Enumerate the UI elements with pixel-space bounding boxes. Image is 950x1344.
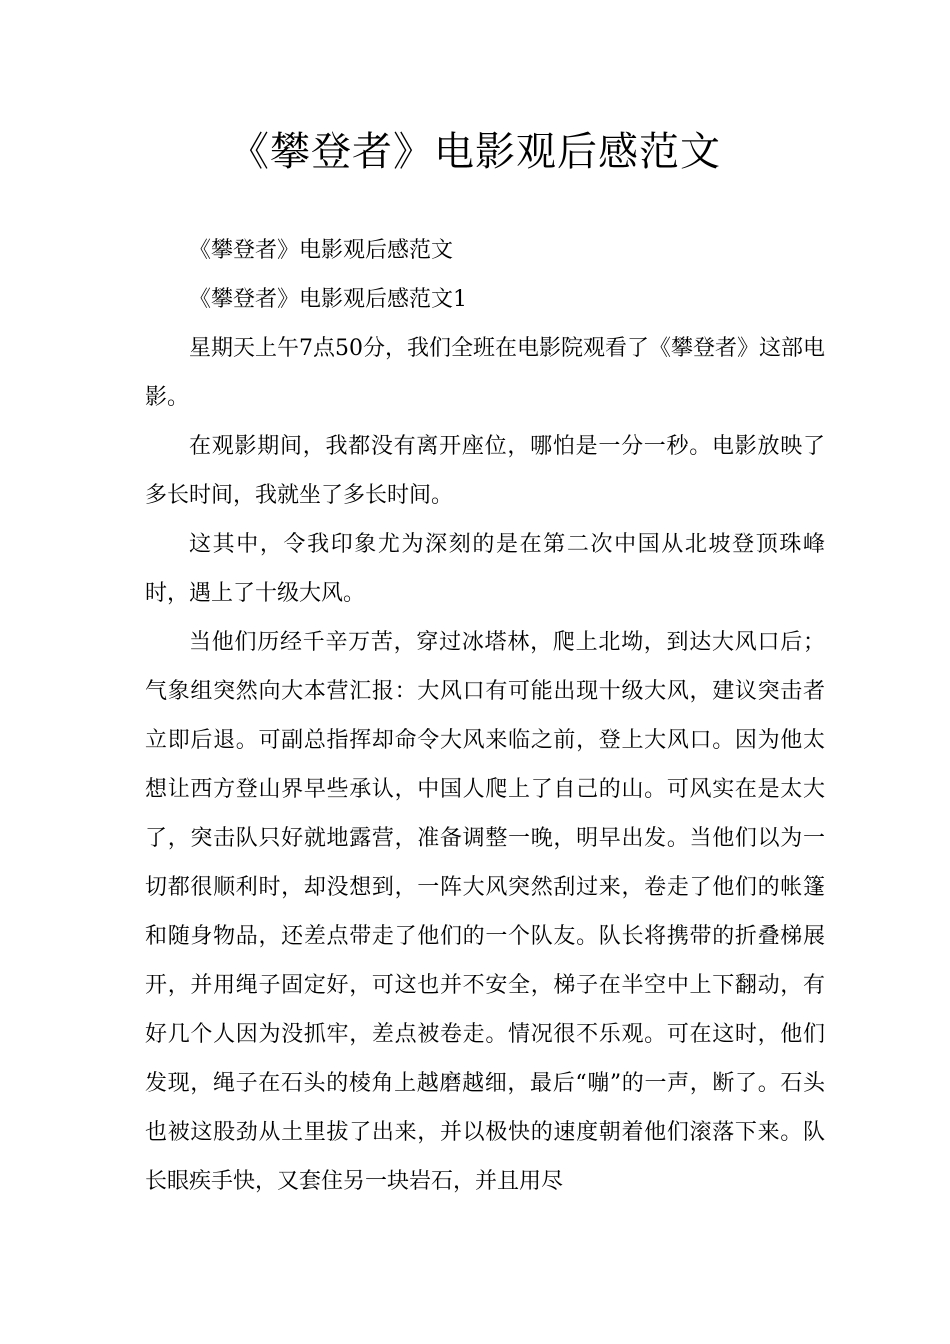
paragraph: 在观影期间，我都没有离开座位，哪怕是一分一秒。电影放映了多长时间，我就坐了多长时间。 bbox=[145, 434, 825, 508]
paragraph-section-heading: 《攀登者》电影观后感范文1 bbox=[189, 287, 467, 312]
paragraph: 这其中，令我印象尤为深刻的是在第二次中国从北坡登顶珠峰时，遇上了十级大风。 bbox=[145, 532, 825, 606]
document-title: 《攀登者》电影观后感范文 bbox=[229, 129, 721, 175]
document-body bbox=[145, 226, 825, 1206]
paragraph: 星期天上午7点50分，我们全班在电影院观看了《攀登者》这部电影。 bbox=[145, 336, 825, 410]
paragraph-subtitle: 《攀登者》电影观后感范文 bbox=[189, 238, 454, 263]
paragraph: 当他们历经千辛万苦，穿过冰塔林，爬上北坳，到达大风口后；气象组突然向大本营汇报：大风口有可能出现十级大风，建议突击者立即后退。可副总指挥却命令大风来临之前，登上大风口。因为他太想让西方登山界早些承认，中国人爬上了自己的山。可风实在是太大了，突击队只好就地露营，准备调整一晚，明早出发。当他们以为一切都很顺利时，却没想到，一阵大风突然刮过来，卷走了他们的帐篷和随身物品，还差点带走了他们的一个队友。队长将携带的折叠梯展开，并用绳子固定好，可这也并不安全，梯子在半空中上下翻动，有好几个人因为没抓牢，差点被卷走。情况很不乐观。可在这时，他们发现，绳子在石头的棱角上越磨越细，最后“嘣”的一声，断了。石头也被这股劲从土里拔了出来，并以极快的速度朝着他们滚落下来。队长眼疾手快，又套住另一块岩石，并且用尽 bbox=[145, 630, 825, 1194]
